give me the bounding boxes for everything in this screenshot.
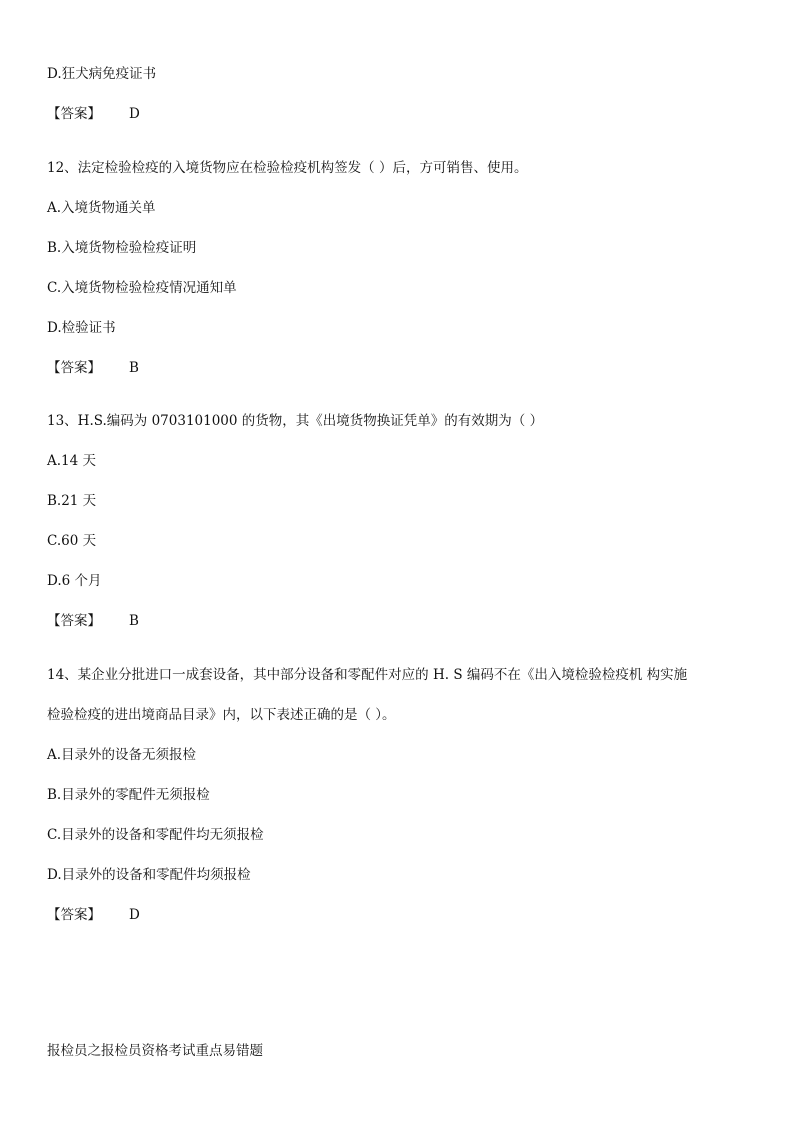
q14-answer (47, 905, 140, 925)
q13-option-b: B.21 天 (47, 493, 97, 509)
q14-option-a: A.目录外的设备无须报检 (47, 747, 197, 763)
answer-label: 【答案】 (47, 907, 101, 923)
q14-stem-line2: 检验检疫的进出境商品目录》内，以下表述正确的是（ ）。 (47, 707, 396, 723)
answer-value: D (129, 106, 140, 122)
answer-label: 【答案】 (47, 360, 101, 376)
q12-option-b: B.入境货物检验检疫证明 (47, 240, 197, 256)
q13-option-d: D.6 个月 (47, 573, 102, 589)
q12-option-d: D.检验证书 (47, 320, 116, 336)
q13-option-c: C.60 天 (47, 533, 97, 549)
prev-answer (47, 104, 140, 124)
prev-option-d: D.狂犬病免疫证书 (47, 66, 157, 82)
answer-value: D (129, 907, 140, 923)
q14-option-b: B.目录外的零配件无须报检 (47, 787, 210, 803)
q12-option-a: A.入境货物通关单 (47, 200, 156, 216)
q12-answer (47, 358, 139, 378)
answer-value: B (129, 360, 139, 376)
q13-stem: 13、H.S.编码为 0703101000 的货物，其《出境货物换证凭单》的有效期为（ ） (47, 413, 544, 429)
q14-stem-line1: 14、某企业分批进口一成套设备，其中部分设备和零配件对应的 H. S 编码不在《出入境检验检疫机 构实施 (47, 667, 688, 683)
answer-value: B (129, 613, 139, 629)
q13-option-a: A.14 天 (47, 453, 97, 469)
answer-label: 【答案】 (47, 613, 101, 629)
q14-option-d: D.目录外的设备和零配件均须报检 (47, 867, 251, 883)
answer-label: 【答案】 (47, 106, 101, 122)
footer-title: 报检员之报检员资格考试重点易错题 (47, 1043, 263, 1059)
q14-option-c: C.目录外的设备和零配件均无须报检 (47, 827, 264, 843)
q12-option-c: C.入境货物检验检疫情况通知单 (47, 280, 237, 296)
q12-stem: 12、法定检验检疫的入境货物应在检验检疫机构签发（ ）后，方可销售、使用。 (47, 160, 528, 176)
q13-answer (47, 611, 139, 631)
